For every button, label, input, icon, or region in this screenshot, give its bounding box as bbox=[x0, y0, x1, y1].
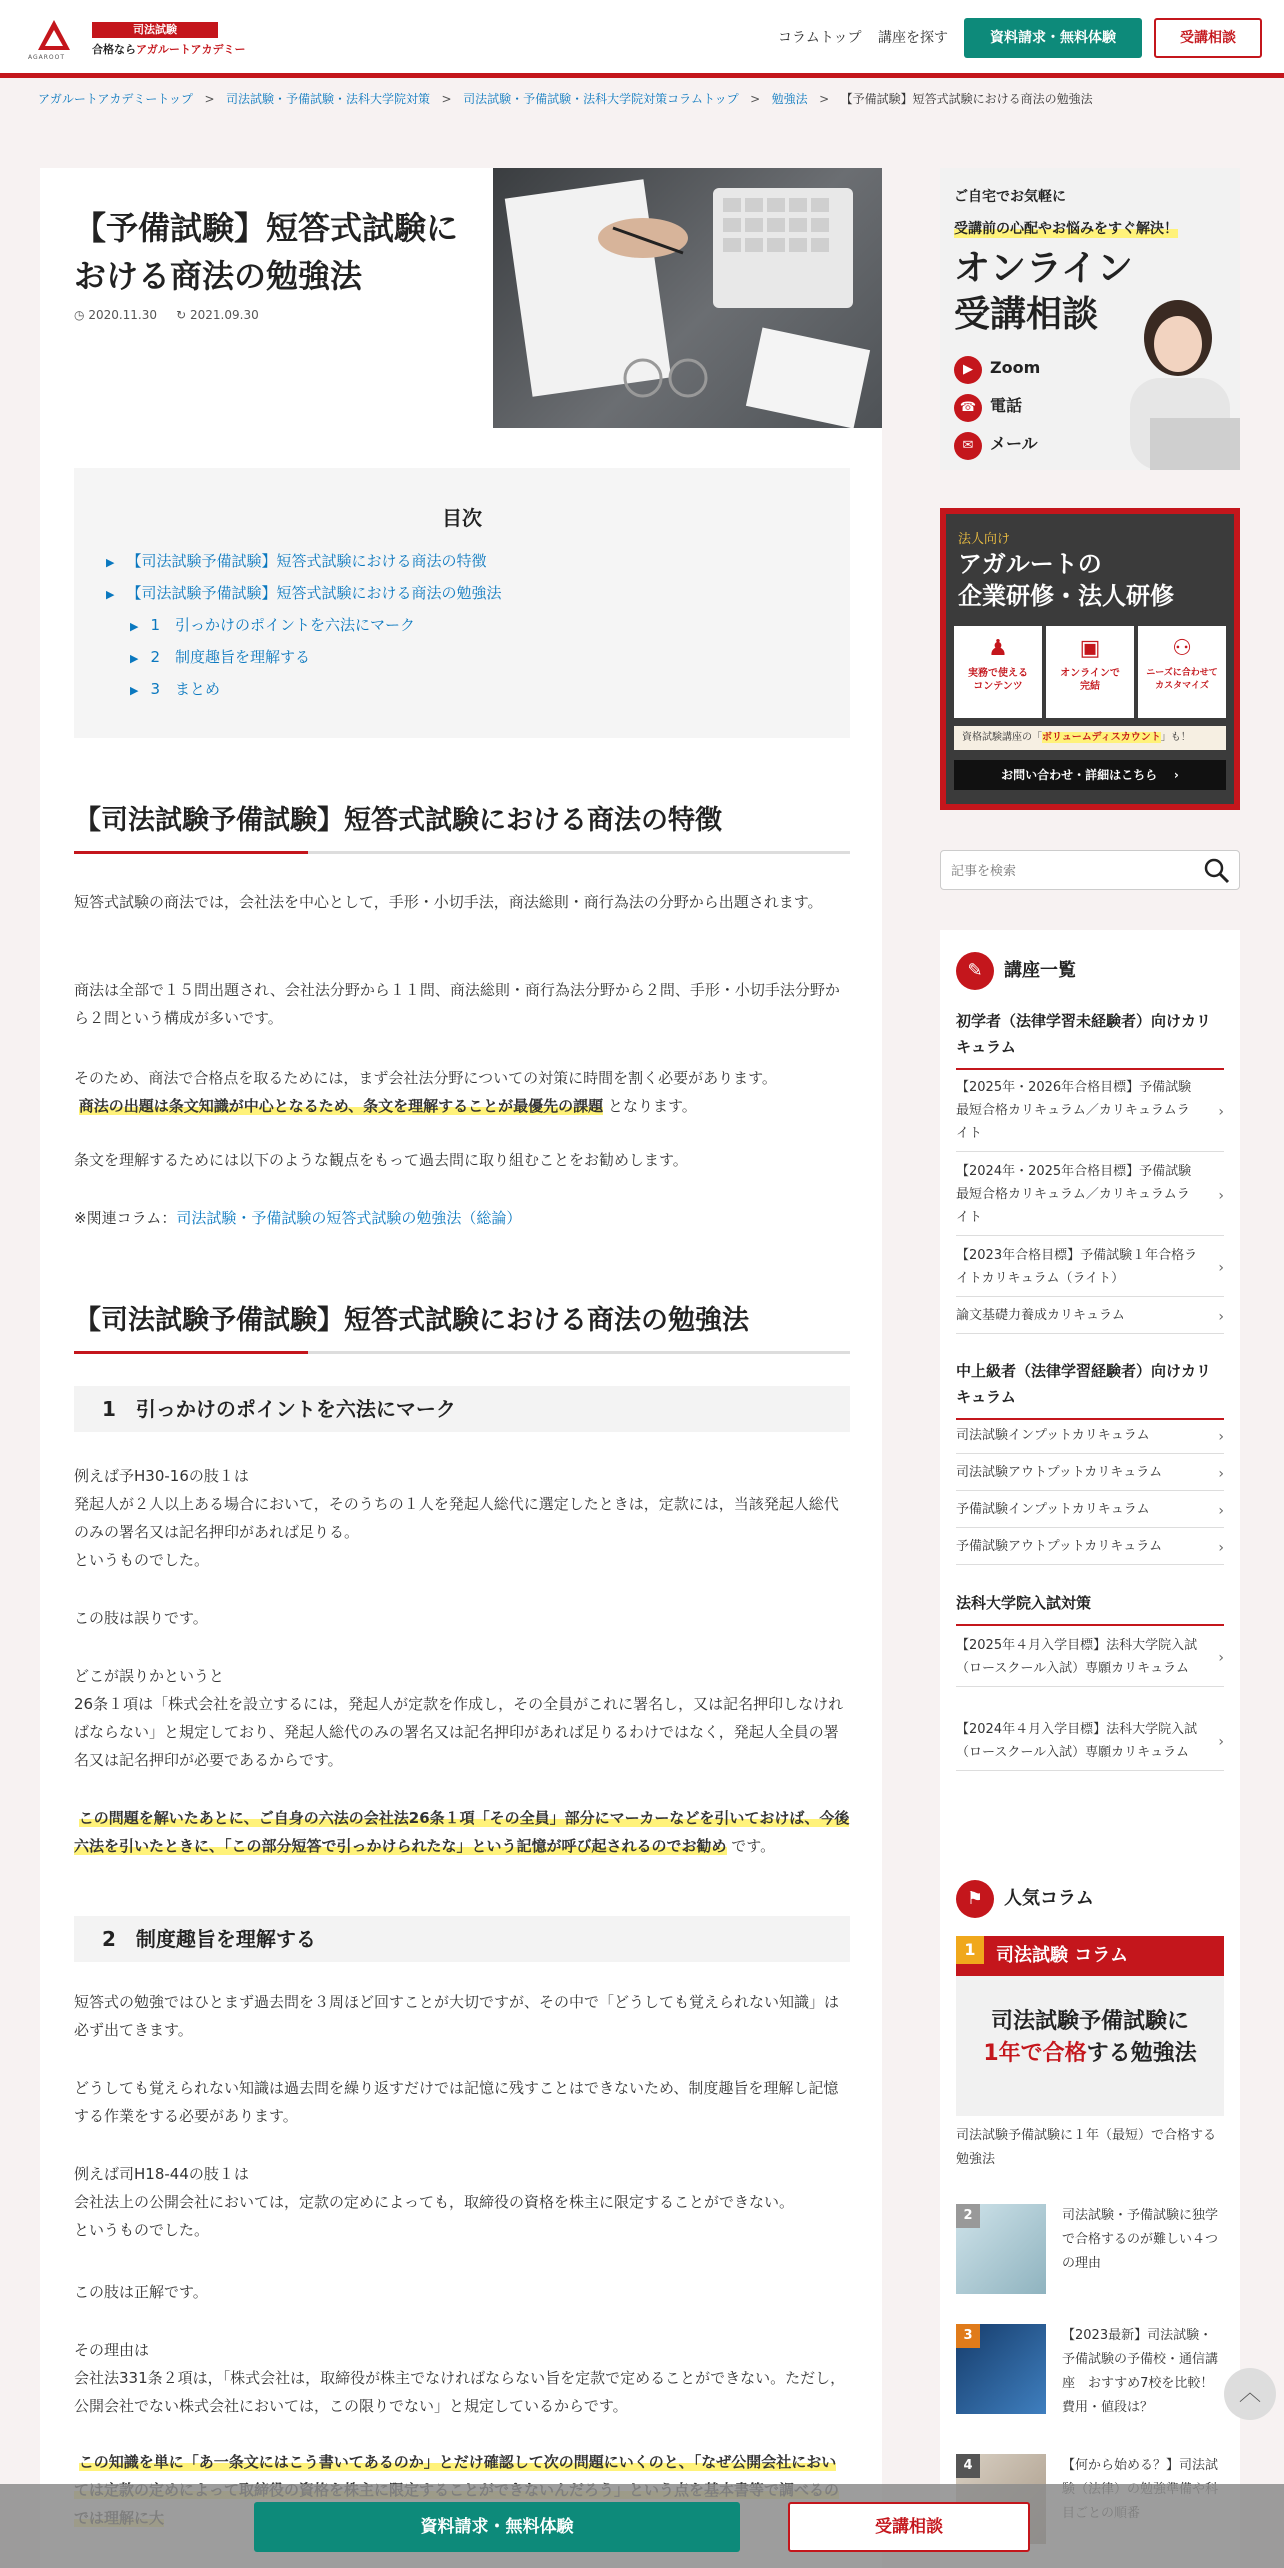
subsection-heading: 1 引っかけのポイントを六法にマーク bbox=[74, 1386, 850, 1432]
paragraph: この肢は正解です。 bbox=[74, 2283, 208, 2301]
contact-method-phone: ☎ 電話 bbox=[954, 390, 1040, 422]
chevron-right-icon: › bbox=[1218, 1502, 1224, 1519]
feature-tile: ♟ 実務で使える コンテンツ bbox=[954, 626, 1042, 718]
subsection-heading: 2 制度趣旨を理解する bbox=[74, 1916, 850, 1962]
breadcrumb-link[interactable]: 司法試験・予備試験・法科大学院対策 bbox=[226, 92, 431, 106]
breadcrumb-link[interactable]: 勉強法 bbox=[771, 92, 808, 106]
desk-photo-illustration bbox=[493, 168, 882, 428]
monitor-icon: ▣ bbox=[1079, 636, 1101, 661]
course-link[interactable]: 論文基礎力養成カリキュラム › bbox=[956, 1298, 1224, 1334]
course-category: 初学者（法律学習未経験者）向けカリキュラム bbox=[956, 1008, 1224, 1070]
chevron-right-icon: › bbox=[1218, 1308, 1224, 1325]
logo-text: AGAROOT bbox=[28, 54, 66, 61]
heading-accent-bar bbox=[74, 1351, 308, 1354]
triangle-right-icon: ▶ bbox=[130, 652, 139, 665]
course-list-widget bbox=[940, 930, 1240, 1860]
popular-column-title: 司法試験・予備試験に独学で合格するのが難しい４つの理由 bbox=[1062, 2208, 1219, 2271]
chevron-right-icon: › bbox=[1218, 1428, 1224, 1445]
sticky-cta-bar bbox=[0, 2484, 1284, 2568]
bottom-consult-button[interactable]: 受講相談 bbox=[788, 2502, 1030, 2552]
popular-columns-widget bbox=[940, 1858, 1240, 2568]
paragraph: 商法は全部で１５問出題され、会社法分野から１１問、商法総則・商行為法分野から２問、手形・小切手法分野から２問という構成が多いです。 bbox=[74, 981, 840, 1027]
video-icon: ▶ bbox=[954, 356, 982, 384]
banner-title: オンライン 受講相談 bbox=[954, 248, 1133, 335]
tagline-brand: アガルートアカデミー bbox=[136, 43, 246, 56]
feature-tile: ▣ オンラインで 完結 bbox=[1046, 626, 1134, 718]
chevron-right-icon: › bbox=[1218, 1650, 1224, 1666]
triangle-right-icon: ▶ bbox=[106, 556, 115, 569]
course-link[interactable]: 【2024年４月入学目標】法科大学院入試（ロースクール入試）専願カリキュラム › bbox=[956, 1712, 1224, 1771]
widget-title: ✎ 講座一覧 bbox=[956, 952, 1076, 990]
course-link[interactable]: 【2025年４月入学目標】法科大学院入試（ロースクール入試）専願カリキュラム › bbox=[956, 1628, 1224, 1687]
toc-item[interactable]: ▶ 1 引っかけのポイントを六法にマーク bbox=[130, 616, 416, 634]
breadcrumb-separator: > bbox=[204, 92, 215, 106]
highlight-text: 商法の出題は条文知識が中心となるため、条文を理解することが最優先の課題 bbox=[78, 1097, 604, 1115]
toc-title: 目次 bbox=[442, 506, 482, 530]
presenter-icon: ♟ bbox=[988, 636, 1008, 661]
people-icon: ⚇ bbox=[1172, 636, 1192, 661]
paragraph: 例えば予H30-16の肢１は 発起人が２人以上ある場合において，そのうちの１人を発起人総代に選定したときは，定款には，当該発起人総代のみの署名又は記名押印があれば足りる。 というものでした。 bbox=[74, 1467, 839, 1569]
feature-column-banner[interactable] bbox=[956, 1936, 1224, 2116]
nav-find-course[interactable]: 講座を探す bbox=[878, 30, 948, 46]
course-category: 法科大学院入試対策 bbox=[956, 1590, 1224, 1626]
course-category: 中上級者（法律学習経験者）向けカリキュラム bbox=[956, 1358, 1224, 1420]
article-card bbox=[40, 168, 882, 2568]
breadcrumb-link[interactable]: アガルートアカデミートップ bbox=[38, 92, 194, 106]
logo-badge: 司法試験 bbox=[92, 22, 218, 38]
article-dates bbox=[74, 308, 259, 322]
toc-item[interactable]: ▶ 【司法試験予備試験】短答式試験における商法の勉強法 bbox=[106, 584, 502, 602]
feature-banner-header: 司法試験 コラム bbox=[956, 1936, 1224, 1976]
chevron-right-icon: › bbox=[1218, 1187, 1224, 1204]
hero-image bbox=[493, 168, 882, 428]
mail-icon: ✉ bbox=[954, 432, 982, 460]
corporate-training-banner[interactable] bbox=[940, 508, 1240, 810]
paragraph: この問題を解いたあとに、ご自身の六法の会社法26条１項「その全員」部分にマーカーなどを引いておけば、今後六法を引いたときに、「この部分短答で引っかけられたな」という記憶が呼び起されるのでお勧め です。 bbox=[74, 1809, 850, 1855]
feature-banner-text: 司法試験予備試験に 1年で合格する勉強法 bbox=[983, 2009, 1197, 2066]
course-link[interactable]: 司法試験インプットカリキュラム › bbox=[956, 1418, 1224, 1454]
tagline-prefix: 合格なら bbox=[92, 43, 136, 56]
chevron-right-icon: › bbox=[1218, 1539, 1224, 1556]
edit-icon: ✎ bbox=[956, 952, 994, 990]
popular-column-item[interactable] bbox=[956, 2324, 1224, 2424]
clock-icon: ◷ bbox=[74, 308, 85, 322]
course-link[interactable]: 【2025年・2026年合格目標】予備試験最短合格カリキュラム／カリキュラムライト › bbox=[956, 1070, 1224, 1152]
feature-tile: ⚇ ニーズに合わせて カスタマイズ bbox=[1138, 626, 1226, 718]
article-search-box bbox=[940, 850, 1240, 890]
popular-column-title[interactable]: 司法試験予備試験に１年（最短）で合格する勉強法 bbox=[956, 2128, 1217, 2167]
contact-methods bbox=[954, 352, 1040, 460]
triangle-right-icon: ▶ bbox=[106, 588, 115, 601]
bookmark-icon: ⚑ bbox=[956, 1880, 994, 1918]
corporate-inquiry-button[interactable]: お問い合わせ・詳細はこちら › bbox=[954, 760, 1226, 790]
site-header bbox=[0, 0, 1284, 78]
breadcrumb-current: 【予備試験】短答式試験における商法の勉強法 bbox=[840, 92, 1093, 106]
course-link[interactable]: 司法試験アウトプットカリキュラム › bbox=[956, 1455, 1224, 1491]
highlight-text: この問題を解いたあとに、ご自身の六法の会社法26条１項「その全員」部分にマーカーなどを引いておけば、今後六法を引いたときに、「この部分短答で引っかけられたな」という記憶が呼び起されるのでお勧め bbox=[74, 1809, 850, 1855]
breadcrumb-separator: > bbox=[819, 92, 830, 106]
chevron-right-icon: › bbox=[1218, 1260, 1224, 1276]
banner-kicker: ご自宅でお気軽に bbox=[954, 189, 1066, 205]
search-input[interactable] bbox=[951, 859, 1191, 883]
popular-column-item[interactable] bbox=[956, 2204, 1224, 2296]
banner-kicker: 法人向け bbox=[958, 532, 1011, 547]
breadcrumb bbox=[38, 90, 1093, 107]
agaroot-logo[interactable] bbox=[28, 16, 76, 61]
paragraph: 短答式試験の商法では，会社法を中心として，手形・小切手法，商法総則・商行為法の分野から出題されます。 bbox=[74, 893, 823, 911]
chevron-right-icon: › bbox=[1218, 1734, 1224, 1750]
chevron-up-icon: ︿ bbox=[1238, 2381, 1261, 2406]
breadcrumb-separator: > bbox=[750, 92, 761, 106]
paragraph: この肢は誤りです。 bbox=[74, 1609, 208, 1627]
paragraph: どうしても覚えられない知識は過去問を繰り返すだけでは記憶に残すことはできないため、制度趣旨を理解し記憶する作業をする必要があります。 bbox=[74, 2079, 839, 2125]
logo-tagline bbox=[92, 41, 245, 57]
course-link[interactable]: 予備試験インプットカリキュラム › bbox=[956, 1492, 1224, 1528]
feature-tiles bbox=[954, 626, 1226, 718]
scroll-to-top-button[interactable] bbox=[1224, 2368, 1276, 2420]
breadcrumb-separator: > bbox=[441, 92, 452, 106]
toc-item[interactable]: ▶ 3 まとめ bbox=[130, 680, 221, 698]
popular-column-title: 【何から始める？】司法試 bbox=[1062, 2458, 1219, 2473]
chevron-right-icon: › bbox=[1218, 1465, 1224, 1482]
rank-badge: 3 bbox=[956, 2324, 980, 2348]
published-date: 2020.11.30 bbox=[88, 308, 158, 322]
article-title: 【予備試験】短答式試験における商法の勉強法 bbox=[74, 209, 459, 295]
banner-sub: 受講前の心配やお悩みをすぐ解決！ bbox=[954, 218, 1178, 238]
refresh-icon: ↻ bbox=[176, 308, 187, 322]
section-heading: 【司法試験予備試験】短答式試験における商法の勉強法 bbox=[74, 1298, 850, 1354]
course-link[interactable]: 【2024年・2025年合格目標】予備試験最短合格カリキュラム／カリキュラムライト › bbox=[956, 1154, 1224, 1236]
bottom-request-button[interactable]: 資料請求・無料体験 bbox=[254, 2502, 740, 2552]
rank-badge: 2 bbox=[956, 2204, 980, 2228]
discount-note: 資格試験講座の「ボリュームディスカウント」も！ bbox=[954, 726, 1226, 750]
widget-title: ⚑ 人気コラム bbox=[956, 1880, 1094, 1918]
paragraph: その理由は 会社法331条２項は，「株式会社は，取締役が株主でなければならない旨を定款で定めることができない。ただし，公開会社でない株式会社においては，この限りでない」と規定しているからです。 bbox=[74, 2341, 846, 2415]
triangle-right-icon: ▶ bbox=[130, 684, 139, 697]
consultant-illustration bbox=[1110, 278, 1240, 470]
highlight-text: この知識を単に「あ一条文にはこう書いてあるのか」とだけ確認して次の問題にいくのと、「なぜ公開会社におい bbox=[74, 2453, 839, 2527]
rank-badge: 1 bbox=[956, 1936, 984, 1964]
course-link[interactable]: 予備試験アウトプットカリキュラム › bbox=[956, 1529, 1224, 1565]
related-column: ※関連コラム：司法試験・予備試験の短答式試験の勉強法（総論） bbox=[74, 1209, 522, 1227]
table-of-contents bbox=[74, 468, 850, 738]
contact-method-mail: ✉ メール bbox=[954, 428, 1040, 460]
header-consult-button[interactable]: 受講相談 bbox=[1154, 18, 1262, 58]
paragraph: 条文を理解するためには以下のような観点をもって過去問に取り組むことをお勧めします。 bbox=[74, 1151, 688, 1169]
phone-icon: ☎ bbox=[954, 394, 982, 422]
chevron-right-icon: › bbox=[1218, 1103, 1224, 1120]
banner-title: アガルートの 企業研修・法人研修 bbox=[958, 550, 1174, 610]
online-consult-banner[interactable] bbox=[940, 168, 1240, 470]
header-request-button[interactable]: 資料請求・無料体験 bbox=[964, 18, 1142, 58]
updated-date: 2021.09.30 bbox=[190, 308, 259, 322]
heading-accent-bar bbox=[74, 851, 308, 854]
toc-item[interactable]: ▶ 2 制度趣旨を理解する bbox=[130, 648, 311, 666]
toc-item[interactable]: ▶ 【司法試験予備試験】短答式試験における商法の特徴 bbox=[106, 552, 487, 570]
contact-method-zoom: ▶ Zoom bbox=[954, 352, 1040, 384]
popular-column-title: 【2023最新】司法試験・予備試験の予備校・通信講座 おすすめ7校を比較！費用・値段は？ bbox=[1062, 2328, 1219, 2415]
nav-column-top[interactable]: コラムトップ bbox=[778, 30, 862, 46]
course-link[interactable]: 【2023年合格目標】予備試験１年合格ライトカリキュラム（ライト） › bbox=[956, 1238, 1224, 1297]
paragraph: 例えば司H18-44の肢１は 会社法上の公開会社においては，定款の定めによっても，取締役の資格を株主に限定することができない。 というものでした。 bbox=[74, 2165, 795, 2239]
section-heading: 【司法試験予備試験】短答式試験における商法の特徴 bbox=[74, 798, 850, 854]
triangle-right-icon: ▶ bbox=[130, 620, 139, 633]
chevron-right-icon: › bbox=[1173, 768, 1179, 782]
paragraph: どこが誤りかというと 26条１項は「株式会社を設立するには，発起人が定款を作成し，その全員がこれに署名し，又は記名押印しなければならない」と規定しており、発起人総代のみの署名又は記名押印があれば足りるわけではなく，発起人全員の署名又は記名押印が必要であるからです。 bbox=[74, 1667, 844, 1769]
breadcrumb-link[interactable]: 司法試験・予備試験・法科大学院対策コラムトップ bbox=[463, 92, 739, 106]
rank-badge: 4 bbox=[956, 2454, 980, 2478]
search-icon[interactable] bbox=[1203, 857, 1231, 885]
paragraph: そのため、商法で合格点を取るためには，まず会社法分野についての対策に時間を割く必要があります。 商法の出題は条文知識が中心となるため、条文を理解することが最優先の課題 となります。 bbox=[74, 1069, 777, 1115]
paragraph: 短答式の勉強ではひとまず過去問を３周ほど回すことが大切ですが、その中で「どうしても覚えられない知識」は必ず出てきます。 bbox=[74, 1993, 840, 2039]
related-column-link[interactable]: 司法試験・予備試験の短答式試験の勉強法（総論） bbox=[176, 1209, 522, 1227]
